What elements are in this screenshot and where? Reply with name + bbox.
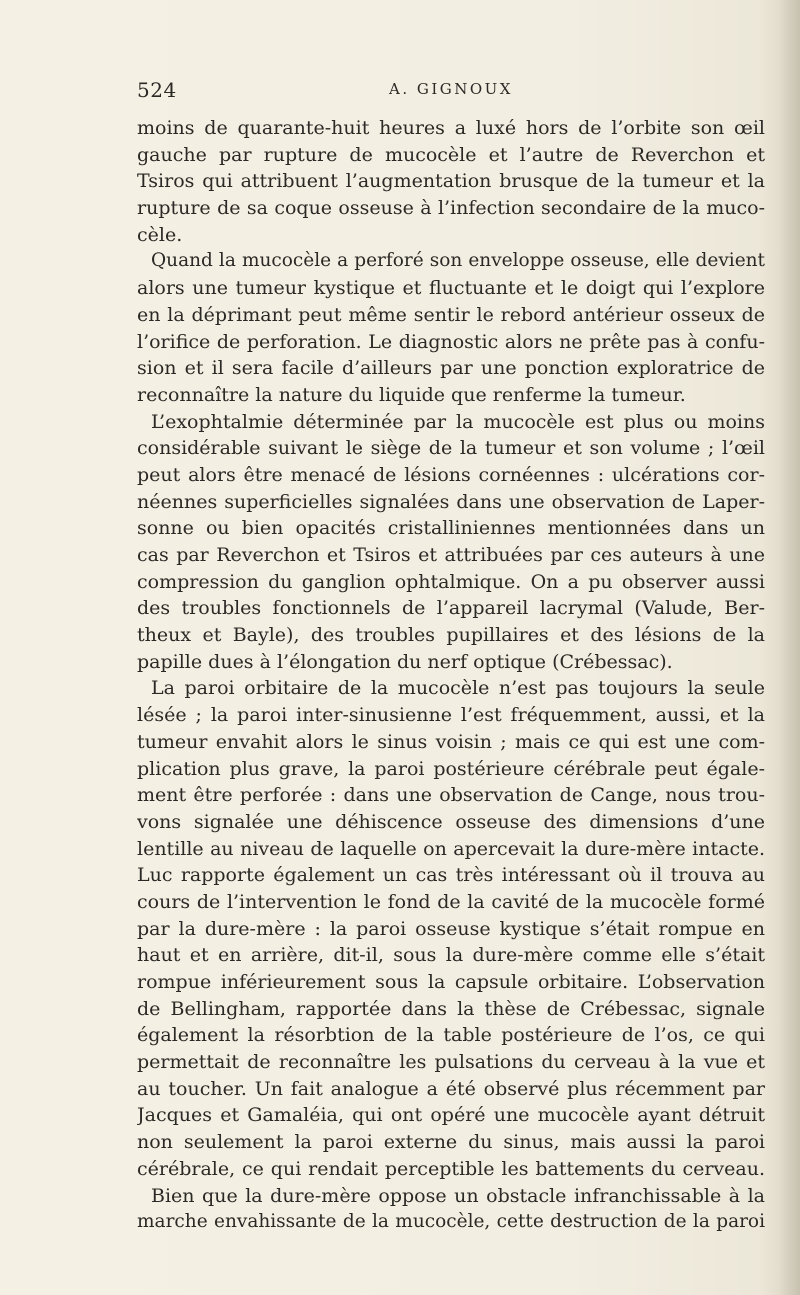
text-line: considérable suivant le siège de la tumeur et son volume ; l’œil (137, 437, 765, 460)
text-line: lésée ; la paroi inter-sinusienne l’est fréquemment, aussi, et la (137, 704, 765, 727)
text-line: rupture de sa coque osseuse à l’infection secondaire de la muco- (137, 197, 765, 220)
text-line: permettait de reconnaître les pulsations du cerveau à la vue et (137, 1051, 765, 1074)
page-header (137, 78, 765, 104)
text-line: Luc rapporte également un cas très intéressant où il trouva au (137, 864, 765, 887)
text-line: au toucher. Un fait analogue a été observé plus récemment par (137, 1077, 765, 1100)
text-line: alors une tumeur kystique et fluctuante et le doigt qui l’explore (137, 277, 765, 300)
text-line: non seulement la paroi externe du sinus, mais aussi la paroi (137, 1131, 765, 1154)
text-line: La paroi orbitaire de la mucocèle n’est pas toujours la seule (151, 677, 765, 700)
page-edge-shadow (778, 0, 800, 1295)
text-line: des troubles fonctionnels de l’appareil lacrymal (Valude, Ber- (137, 597, 765, 620)
text-line: haut et en arrière, dit-il, sous la dure-mère comme elle s’était (137, 944, 765, 967)
text-line: peut alors être menacé de lésions cornéennes : ulcérations cor- (137, 463, 765, 486)
text-line: de Bellingham, rapportée dans la thèse de Crébessac, signale (137, 997, 765, 1020)
text-line: également la résorbtion de la table postérieure de l’os, ce qui (137, 1024, 765, 1047)
text-line: cours de l’intervention le fond de la cavité de la mucocèle formé (137, 890, 765, 913)
text-line: rompue inférieurement sous la capsule orbitaire. L’observation (137, 971, 765, 993)
text-line: Quand la mucocèle a perforé son enveloppe osseuse, elle devient (151, 250, 765, 272)
text-line: L’exophtalmie déterminée par la mucocèle est plus ou moins (151, 410, 765, 433)
text-line: vons signalée une déhiscence osseuse des dimensions d’une (137, 810, 765, 833)
text-line: lentille au niveau de laquelle on apercevait la dure-mère intacte. (137, 837, 765, 860)
running-head: A. GIGNOUX (388, 80, 513, 98)
text-line: plication plus grave, la paroi postérieure cérébrale peut égale- (137, 757, 765, 780)
text-line: gauche par rupture de mucocèle et l’autre de Reverchon et (137, 143, 765, 166)
page-number: 524 (137, 78, 177, 102)
text-line: Jacques et Gamaléia, qui ont opéré une mucocèle ayant détruit (137, 1104, 765, 1127)
text-line: sonne ou bien opacités cristalliniennes mentionnées dans un (137, 517, 765, 540)
text-line: Tsiros qui attribuent l’augmentation brusque de la tumeur et la (137, 170, 765, 193)
text-line: néennes superficielles signalées dans une observation de Laper- (137, 490, 765, 513)
body-text (137, 115, 765, 1236)
text-line: compression du ganglion ophtalmique. On a pu observer aussi (137, 570, 765, 593)
text-line: ment être perforée : dans une observation de Cange, nous trou- (137, 784, 765, 807)
text-line: cérébrale, ce qui rendait perceptible les battements du cerveau. (137, 1157, 765, 1180)
text-line: cèle. (137, 223, 183, 246)
text-line: l’orifice de perforation. Le diagnostic alors ne prête pas à confu- (137, 330, 765, 353)
text-line: cas par Reverchon et Tsiros et attribuées par ces auteurs à une (137, 544, 765, 566)
text-line: en la déprimant peut même sentir le rebord antérieur osseux de (137, 303, 765, 326)
text-line: sion et il sera facile d’ailleurs par une ponction exploratrice de (137, 357, 765, 380)
text-line: tumeur envahit alors le sinus voisin ; mais ce qui est une com- (137, 730, 765, 753)
text-line: moins de quarante-huit heures a luxé hors de l’orbite son œil (137, 117, 765, 139)
text-line: papille dues à l’élongation du nerf optique (Crébessac). (137, 650, 673, 673)
text-line: Bien que la dure-mère oppose un obstacle infranchissable à la (151, 1184, 765, 1207)
text-line: reconnaître la nature du liquide que renferme la tumeur. (137, 383, 686, 406)
text-line: marche envahissante de la mucocèle, cette destruction de la paroi (137, 1211, 765, 1233)
text-line: theux et Bayle), des troubles pupillaires et des lésions de la (137, 624, 765, 647)
text-line: par la dure-mère : la paroi osseuse kystique s’était rompue en (137, 917, 765, 940)
